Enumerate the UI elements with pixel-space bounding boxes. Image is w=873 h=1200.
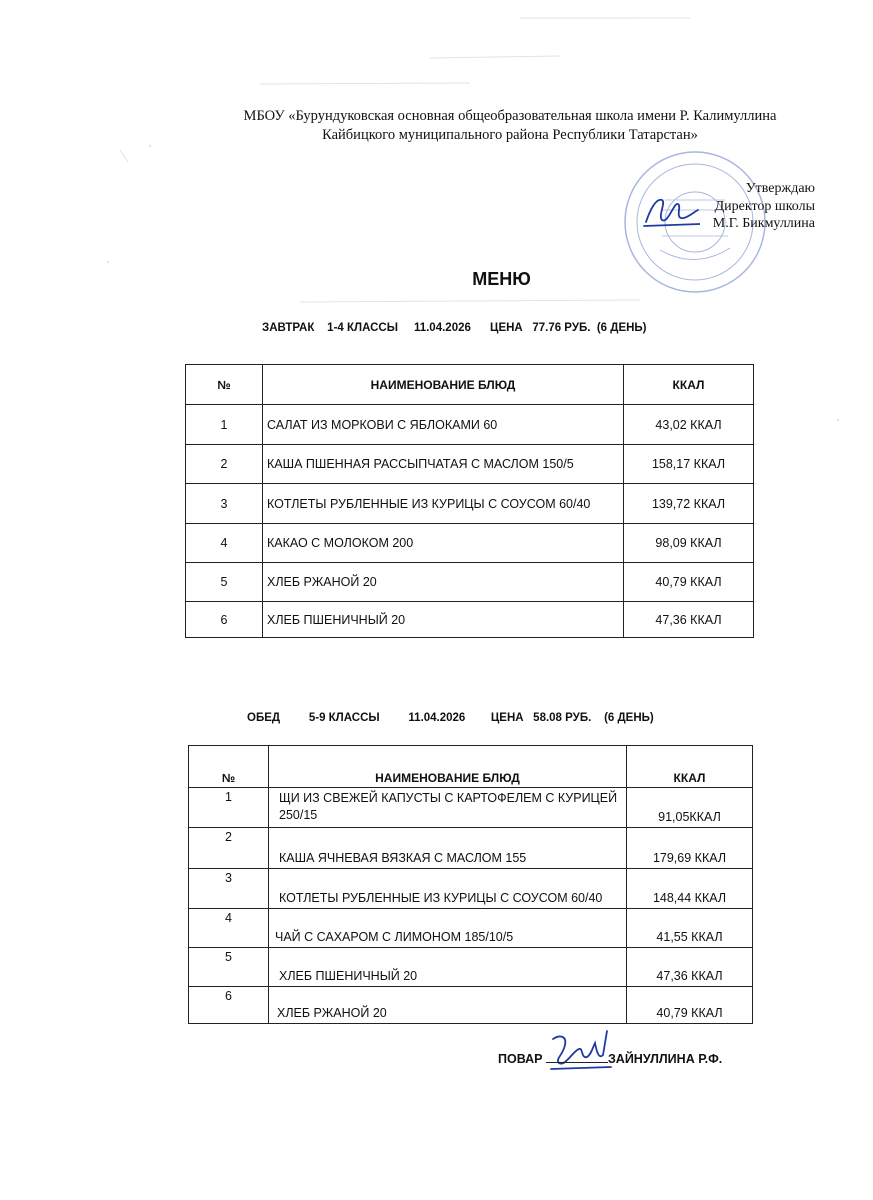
row-kcal: 158,17 ККАЛ	[624, 445, 754, 484]
cook-label: ПОВАР	[498, 1052, 543, 1066]
row-dish: САЛАТ ИЗ МОРКОВИ С ЯБЛОКАМИ 60	[263, 405, 624, 445]
approval-title: Утверждаю	[745, 181, 815, 196]
row-kcal: 40,79 ККАЛ	[627, 987, 753, 1024]
table-row	[189, 788, 753, 828]
cook-name: ЗАЙНУЛЛИНА Р.Ф.	[607, 1052, 723, 1066]
cook-line	[498, 1052, 722, 1066]
column-header-number: №	[189, 746, 269, 788]
table-row	[186, 484, 754, 524]
row-kcal: 40,79 ККАЛ	[624, 563, 754, 602]
row-dish: КАША ПШЕННАЯ РАССЫПЧАТАЯ С МАСЛОМ 150/5	[263, 445, 624, 484]
row-number: 6	[186, 602, 263, 638]
table-row	[186, 602, 754, 638]
row-dish: ХЛЕБ ПШЕНИЧНЫЙ 20	[263, 602, 624, 638]
breakfast-price: 77.76 РУБ.	[532, 322, 591, 334]
row-kcal: 41,55 ККАЛ	[627, 909, 753, 948]
school-name-line2: Кайбицкого муниципального района Республики Татарстан»	[322, 127, 698, 143]
lunch-date: 11.04.2026	[408, 712, 466, 724]
row-dish: КАША ЯЧНЕВАЯ ВЯЗКАЯ С МАСЛОМ 155	[269, 828, 627, 869]
approval-name: М.Г. Бикмуллина	[712, 216, 815, 231]
lunch-day: (6 ДЕНЬ)	[604, 712, 654, 724]
table-row	[189, 909, 753, 948]
table-row	[189, 828, 753, 869]
school-name-line1: МБОУ «Бурундуковская основная общеобразовательная школа имени Р. Калимуллина	[243, 108, 777, 124]
row-kcal: 148,44 ККАЛ	[627, 869, 753, 909]
lunch-meal: ОБЕД	[247, 712, 281, 724]
column-header-kcal: ККАЛ	[627, 746, 753, 788]
breakfast-caption	[262, 322, 647, 334]
row-dish: КАКАО С МОЛОКОМ 200	[263, 524, 624, 563]
signature-blank	[546, 1062, 608, 1063]
breakfast-table	[185, 364, 754, 638]
column-header-dish: НАИМЕНОВАНИЕ БЛЮД	[263, 365, 624, 405]
lunch-caption	[247, 712, 654, 724]
row-dish: ЩИ ИЗ СВЕЖЕЙ КАПУСТЫ С КАРТОФЕЛЕМ С КУРИЦЕЙ 250/15	[269, 788, 627, 828]
table-row	[186, 524, 754, 563]
cook-signature	[545, 1025, 615, 1075]
row-number: 5	[189, 948, 269, 987]
row-number: 3	[189, 869, 269, 909]
breakfast-day: (6 ДЕНЬ)	[596, 322, 647, 334]
page-title: МЕНЮ	[472, 269, 531, 289]
row-dish: КОТЛЕТЫ РУБЛЕННЫЕ ИЗ КУРИЦЫ С СОУСОМ 60/40	[269, 869, 627, 909]
table-header-row	[189, 746, 753, 788]
row-dish: ХЛЕБ ПШЕНИЧНЫЙ 20	[269, 948, 627, 987]
row-kcal: 47,36 ККАЛ	[624, 602, 754, 638]
approval-position: Директор школы	[714, 198, 815, 214]
breakfast-date: 11.04.2026	[413, 322, 471, 334]
director-signature	[640, 190, 700, 232]
table-row	[186, 405, 754, 445]
row-number: 1	[189, 788, 269, 828]
row-number: 2	[186, 445, 263, 484]
row-kcal: 179,69 ККАЛ	[627, 828, 753, 869]
row-dish: ХЛЕБ РЖАНОЙ 20	[263, 563, 624, 602]
table-row	[186, 445, 754, 484]
row-number: 6	[189, 987, 269, 1024]
lunch-classes: 5-9 КЛАССЫ	[308, 712, 380, 724]
table-row	[189, 948, 753, 987]
row-number: 4	[186, 524, 263, 563]
row-number: 1	[186, 405, 263, 445]
row-number: 4	[189, 909, 269, 948]
row-kcal: 98,09 ККАЛ	[624, 524, 754, 563]
lunch-price-label: ЦЕНА	[490, 712, 524, 724]
column-header-dish: НАИМЕНОВАНИЕ БЛЮД	[269, 746, 627, 788]
lunch-table	[188, 745, 753, 1024]
table-row	[186, 563, 754, 602]
row-kcal: 47,36 ККАЛ	[627, 948, 753, 987]
row-kcal: 139,72 ККАЛ	[624, 484, 754, 524]
breakfast-classes: 1-4 КЛАССЫ	[327, 322, 398, 334]
table-header-row	[186, 365, 754, 405]
row-number: 5	[186, 563, 263, 602]
row-number: 2	[189, 828, 269, 869]
column-header-number: №	[186, 365, 263, 405]
row-dish: ЧАЙ С САХАРОМ С ЛИМОНОМ 185/10/5	[269, 909, 627, 948]
row-dish: ХЛЕБ РЖАНОЙ 20	[269, 987, 627, 1024]
row-dish: КОТЛЕТЫ РУБЛЕННЫЕ ИЗ КУРИЦЫ С СОУСОМ 60/40	[263, 484, 624, 524]
table-row	[189, 869, 753, 909]
breakfast-price-label: ЦЕНА	[490, 322, 523, 334]
breakfast-meal: ЗАВТРАК	[262, 322, 315, 334]
column-header-kcal: ККАЛ	[624, 365, 754, 405]
table-row	[189, 987, 753, 1024]
row-kcal: 91,05ККАЛ	[627, 788, 753, 828]
row-kcal: 43,02 ККАЛ	[624, 405, 754, 445]
lunch-price: 58.08 РУБ.	[533, 712, 592, 724]
row-number: 3	[186, 484, 263, 524]
